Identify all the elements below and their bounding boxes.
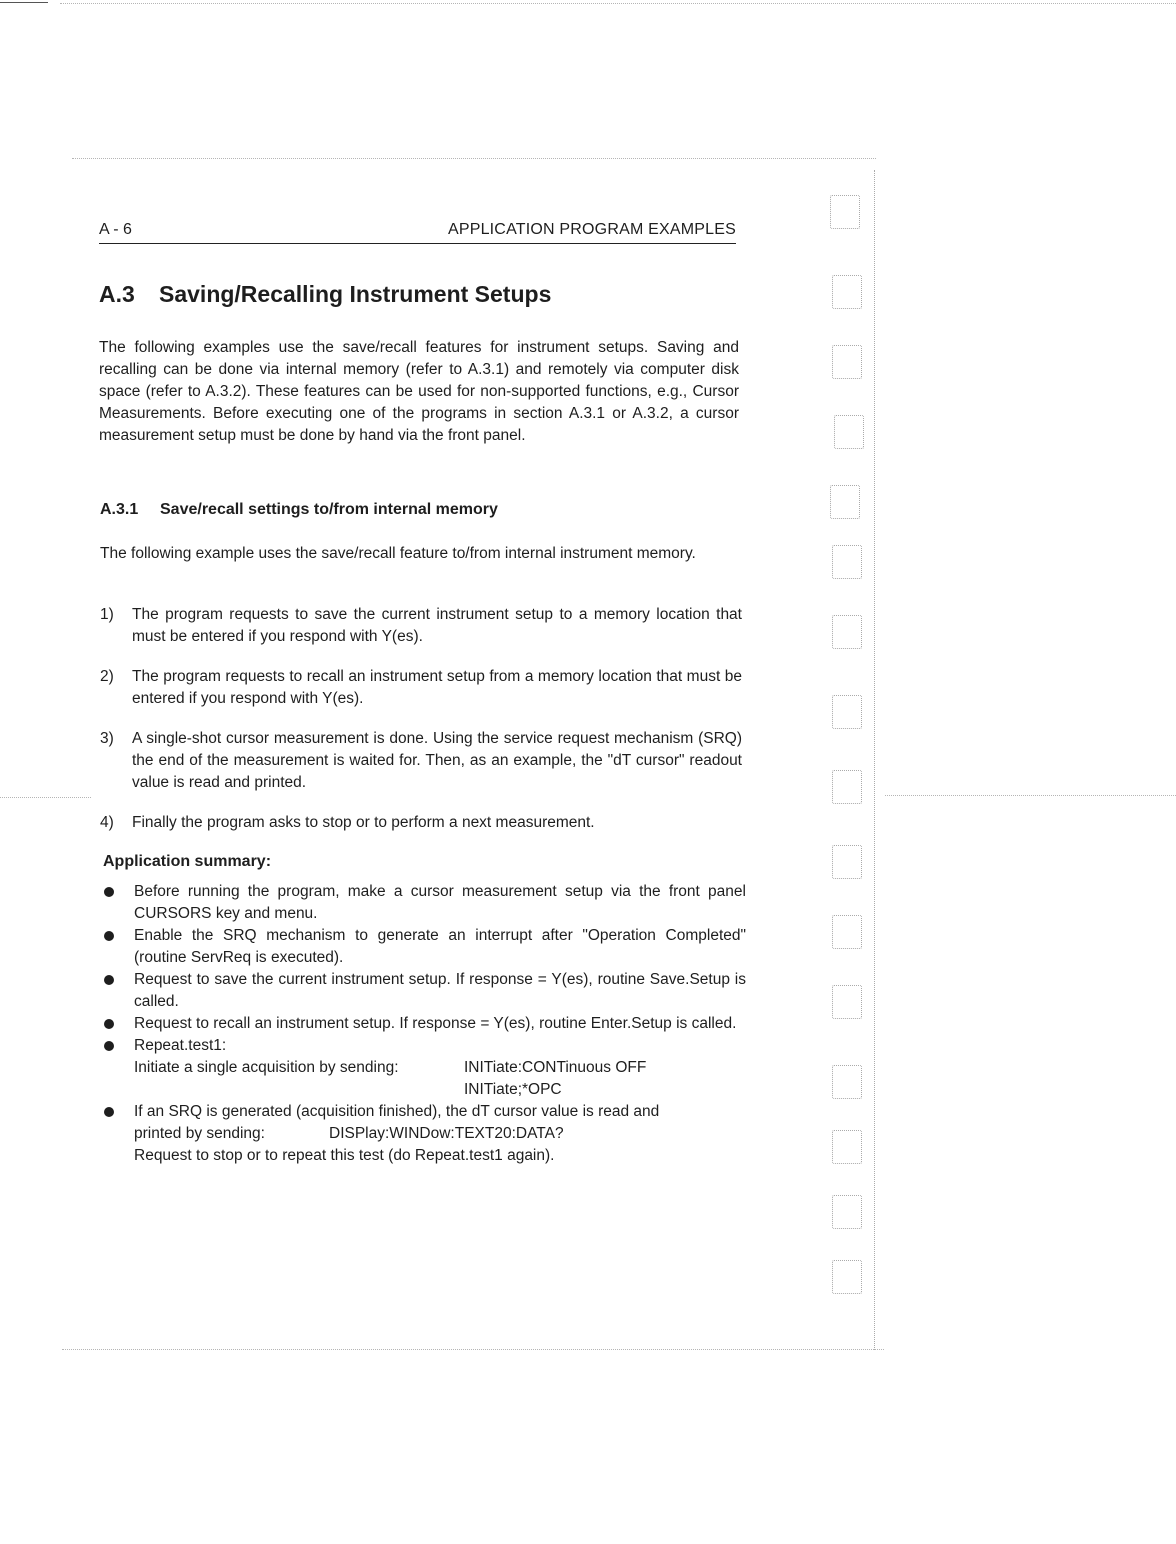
- list-item: Enable the SRQ mechanism to generate an interrupt after "Operation Completed" (routine ServReq is executed).: [104, 925, 746, 969]
- running-title: APPLICATION PROGRAM EXAMPLES: [447, 221, 736, 238]
- command-text: DISPlay:WINDow:TEXT20:DATA?: [329, 1125, 564, 1142]
- bullet-icon: [104, 1107, 114, 1117]
- bullet-icon: [104, 1041, 114, 1051]
- list-item: If an SRQ is generated (acquisition finished), the dT cursor value is read and printed by sending: DISPlay:WINDow:TEXT20:DATA? Request to stop or to repeat this test (do Repeat.test1 again).: [104, 1101, 746, 1167]
- list-item: Repeat.test1: Initiate a single acquisition by sending: INITiate:CONTinuous OFF INITiate;*OPC: [104, 1035, 746, 1101]
- subsection-heading: [100, 501, 498, 519]
- scan-edge-mark: [0, 2, 48, 3]
- list-item: 1) The program requests to save the current instrument setup to a memory location that must be entered if you respond with Y(es).: [100, 606, 742, 645]
- page-number: A - 6: [99, 221, 132, 238]
- scan-upper-rule: [72, 158, 876, 159]
- command-text: INITiate;*OPC: [464, 1081, 562, 1098]
- thumb-index-tabs: [820, 185, 880, 1315]
- section-heading: [99, 281, 551, 308]
- subsection-title: Save/recall settings to/from internal memory: [160, 501, 498, 518]
- list-item: 3) A single-shot cursor measurement is done. Using the service request mechanism (SRQ) the end of the measurement is waited for. Then, as an example, the "dT cursor" readout value is read and printed.: [100, 730, 742, 791]
- scan-left-mark: [0, 797, 91, 798]
- scan-top-border: [60, 3, 1176, 4]
- list-item: 4) Finally the program asks to stop or to perform a next measurement.: [100, 814, 595, 831]
- program-steps-list: [100, 604, 742, 852]
- list-item: 2) The program requests to recall an instrument setup from a memory location that must be entered if you respond with Y(es).: [100, 668, 742, 707]
- bullet-icon: [104, 887, 114, 897]
- scan-lower-rule: [62, 1349, 884, 1350]
- application-summary-list: [104, 881, 746, 1167]
- list-item: Request to save the current instrument setup. If response = Y(es), routine Save.Setup is called.: [104, 969, 746, 1013]
- section-intro-paragraph: The following examples use the save/recall features for instrument setups. Saving and recalling can be done via internal memory (refer to A.3.1) and remotely via computer disk space (refer to A.3.2). These features can be used for non-supported functions, e.g., Cursor Measurements. Before executing one of the programs in section A.3.1 or A.3.2, a cursor measurement setup must be done by hand via the front panel.: [99, 339, 739, 444]
- page-header: [99, 221, 736, 244]
- section-title: Saving/Recalling Instrument Setups: [159, 281, 552, 307]
- bullet-icon: [104, 931, 114, 941]
- bullet-icon: [104, 1019, 114, 1029]
- section-number: A.3: [99, 281, 135, 307]
- command-text: INITiate:CONTinuous OFF: [464, 1059, 647, 1076]
- application-summary-heading: Application summary:: [103, 853, 272, 870]
- scan-right-mark: [885, 795, 1176, 796]
- bullet-icon: [104, 975, 114, 985]
- list-item: Request to recall an instrument setup. If response = Y(es), routine Enter.Setup is called.: [104, 1013, 746, 1035]
- subsection-intro-paragraph: The following example uses the save/recall feature to/from internal instrument memory.: [100, 545, 696, 562]
- subsection-number: A.3.1: [100, 501, 139, 518]
- list-item: Before running the program, make a cursor measurement setup via the front panel CURSORS key and menu.: [104, 881, 746, 925]
